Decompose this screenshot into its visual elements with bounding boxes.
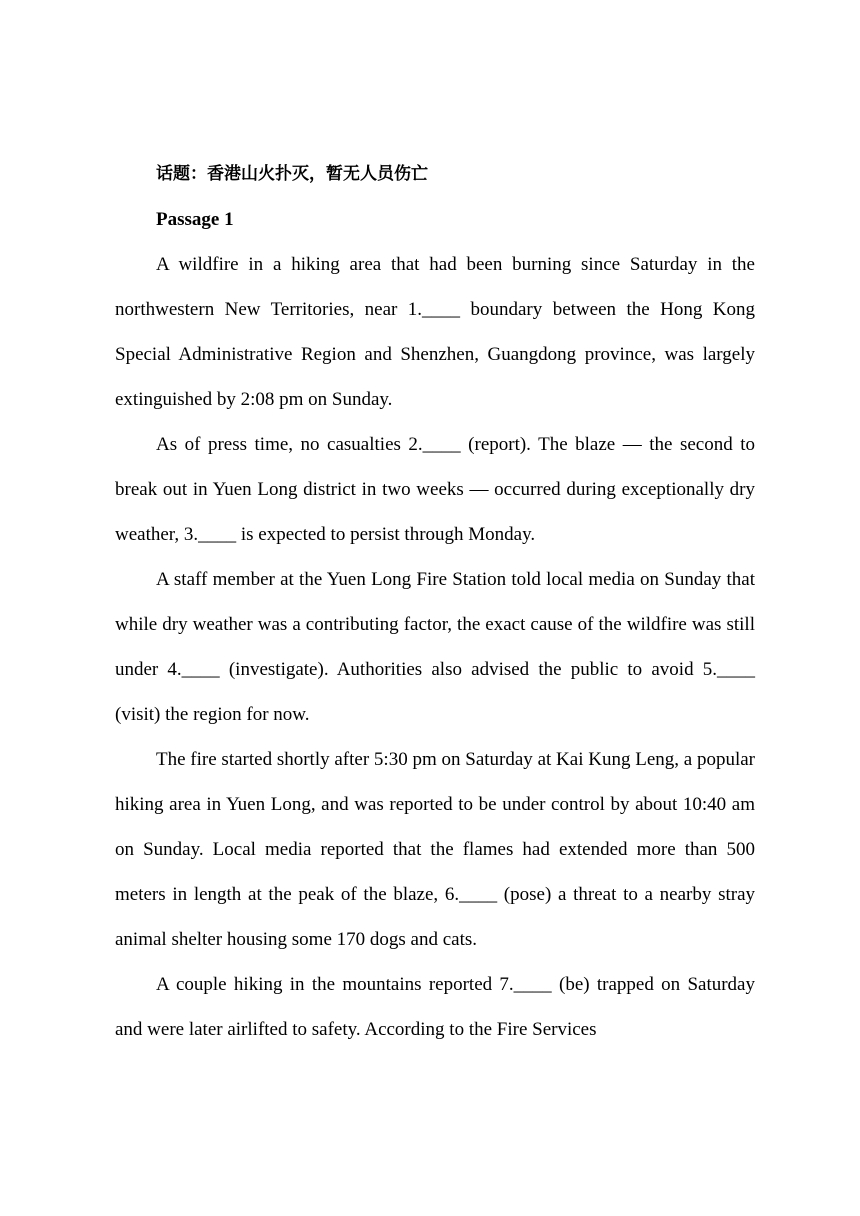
paragraph-5: A couple hiking in the mountains reported 7.____ (be) trapped on Saturday and were later airlifted to safety. According to the Fire Services (115, 974, 755, 1040)
passage-title: Passage 1 (156, 209, 234, 230)
paragraph-1: A wildfire in a hiking area that had been burning since Saturday in the northwestern New Territories, near 1.____ boundary between the Hong Kong Special Administrative Region and Shenzhen, Guangdong province, was largely extinguished by 2:08 pm on Sunday. (115, 254, 755, 410)
paragraph-3: A staff member at the Yuen Long Fire Station told local media on Sunday that while dry weather was a contributing factor, the exact cause of the wildfire was still under 4.____ (investigate). Authorities also advised the public to avoid 5.____ (visit) the region for now. (115, 569, 755, 725)
paragraph-2: As of press time, no casualties 2.____ (report). The blaze — the second to break out in Yuen Long district in two weeks — occurred during exceptionally dry weather, 3.____ is expected to persist through Monday. (115, 434, 755, 545)
topic-heading: 话题：香港山火扑灭，暂无人员伤亡 (156, 164, 428, 184)
paragraph-4: The fire started shortly after 5:30 pm on Saturday at Kai Kung Leng, a popular hiking area in Yuen Long, and was reported to be under control by about 10:40 am on Sunday. Local media reported that the flames had extended more than 500 meters in length at the peak of the blaze, 6.____ (pose) a threat to a nearby stray animal shelter housing some 170 dogs and cats. (115, 749, 755, 950)
document-page (115, 152, 755, 1052)
